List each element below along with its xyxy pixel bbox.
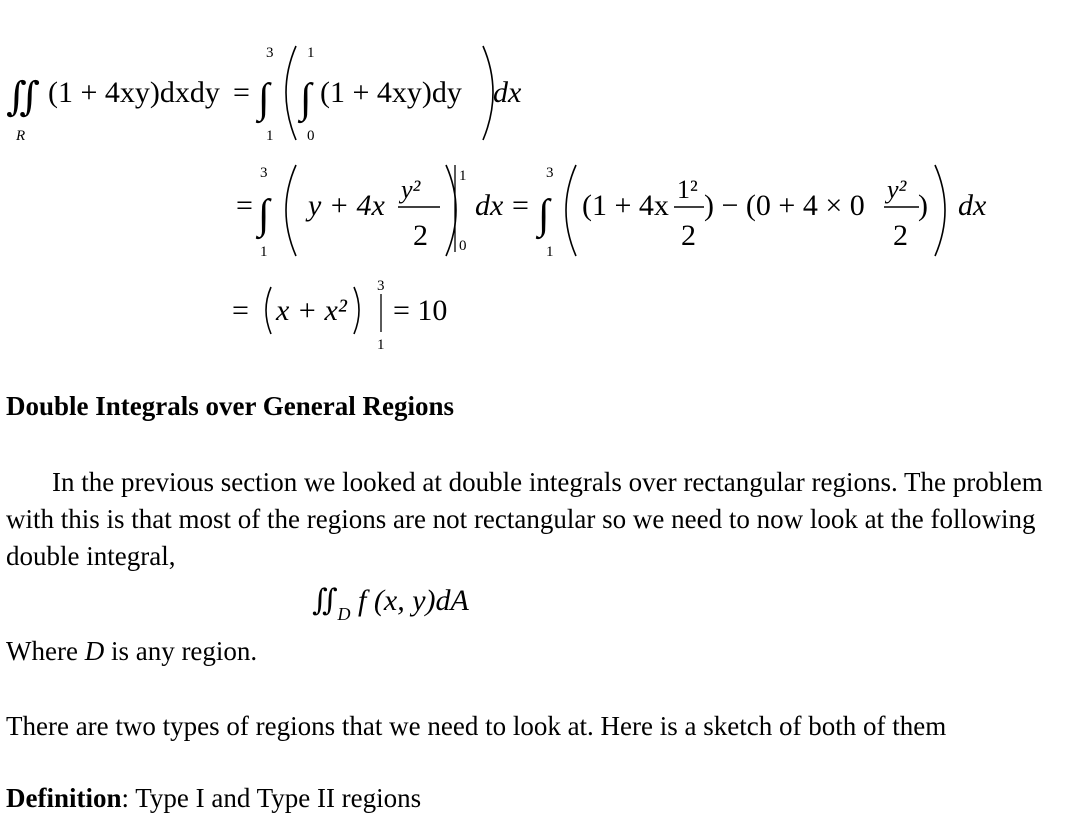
- line2-integral-sign: ∫: [258, 192, 270, 238]
- eval3-upper: 3: [377, 278, 385, 294]
- frac3-denominator: 2: [893, 219, 908, 252]
- line2-equals: =: [236, 189, 253, 222]
- types-paragraph: [6, 708, 966, 745]
- eval3-lower: 1: [377, 337, 385, 353]
- outer-lower-limit: 1: [266, 128, 274, 144]
- line3-left-paren: [266, 287, 271, 334]
- definition-label: Definition: [6, 783, 122, 813]
- inner-integral-sign: ∫: [300, 76, 312, 122]
- where-variable: D: [84, 636, 105, 666]
- section-heading: Double Integrals over General Regions: [6, 391, 454, 421]
- where-line: [6, 636, 257, 667]
- lhs-integrand: (1 + 4xy)dxdy: [48, 76, 220, 109]
- frac1-numerator: y²: [401, 175, 421, 204]
- outer-left-paren: [286, 46, 296, 140]
- definition-line: [6, 783, 421, 814]
- line2-upper-limit: 3: [260, 165, 268, 181]
- frac2-denominator: 2: [681, 219, 696, 252]
- intro-paragraph: [6, 464, 1066, 575]
- lower-substitution: ) − (0 + 4 × 0: [704, 189, 865, 222]
- line3-right-paren: [354, 287, 359, 334]
- antiderivative-term: y + 4x: [308, 189, 385, 222]
- closing-paren: ): [918, 189, 928, 222]
- inner-upper-limit: 1: [307, 45, 315, 61]
- line2-left-paren-2: [566, 165, 576, 256]
- double-integral-sign: ∬: [6, 74, 41, 119]
- line2-integral-sign-2: ∫: [538, 192, 550, 238]
- eval1-lower: 0: [459, 238, 467, 254]
- line2-right-paren-2: [935, 165, 945, 256]
- where-prefix: Where: [6, 636, 85, 666]
- line2-upper-limit-2: 3: [546, 165, 554, 181]
- line3-expression: x + x²: [276, 294, 347, 327]
- line2-differential-2: dx: [958, 189, 987, 222]
- outer-differential: dx: [493, 76, 522, 109]
- frac3-numerator: y²: [887, 175, 907, 204]
- upper-substitution: (1 + 4x: [582, 189, 669, 222]
- display-integrand: f (x, y)dA: [358, 584, 469, 617]
- line2-lower-limit-2: 1: [546, 244, 554, 260]
- final-result: = 10: [393, 294, 448, 327]
- inner-integrand: (1 + 4xy)dy: [320, 76, 462, 109]
- display-integral: [312, 583, 469, 624]
- display-integral-sign: ∬: [312, 584, 338, 617]
- inner-lower-limit: 0: [307, 128, 315, 144]
- line2-differential: dx: [475, 189, 504, 222]
- line2-equals-2: =: [512, 189, 529, 222]
- outer-upper-limit: 3: [266, 45, 274, 61]
- intro-text: In the previous section we looked at double integrals over rectangular regions. The problem with this is that most of the regions are not rectangular so we need to now look at the following double integral,: [6, 467, 1043, 571]
- line2-lower-limit: 1: [260, 244, 268, 260]
- where-suffix: is any region.: [104, 636, 258, 666]
- outer-right-paren: [483, 46, 493, 140]
- frac2-numerator: 1²: [677, 175, 698, 204]
- region-label: R: [16, 128, 26, 144]
- outer-integral-sign: ∫: [258, 76, 270, 122]
- line1-equals: =: [233, 76, 250, 109]
- display-integral-region: D: [337, 604, 351, 624]
- math-derivation: [0, 0, 1073, 380]
- frac1-denominator: 2: [413, 219, 428, 252]
- eval1-upper: 1: [459, 168, 467, 184]
- definition-text: : Type I and Type II regions: [121, 783, 422, 813]
- line2-left-paren: [286, 165, 296, 256]
- line3-equals: =: [232, 294, 249, 327]
- types-text: There are two types of regions that we need to look at. Here is a sketch of both of them: [6, 711, 947, 741]
